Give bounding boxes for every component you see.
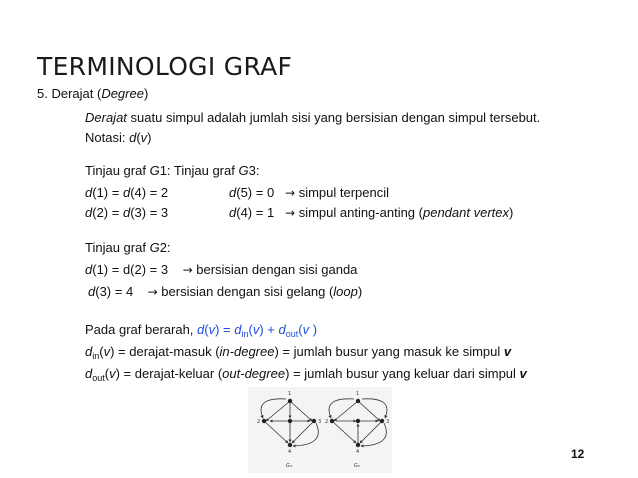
row2-d1: d: [85, 205, 93, 220]
graph-g4-nodes: [262, 399, 316, 447]
f-din: d: [234, 322, 242, 337]
g2-num: 2:: [159, 240, 171, 255]
row2r-eq: (4) = 1: [236, 205, 275, 220]
node: [312, 419, 316, 423]
node: [356, 399, 360, 403]
g2r1-d: d: [85, 262, 93, 277]
notation-d: d: [129, 130, 137, 145]
notation-line: [85, 130, 152, 146]
g1-num: 1: Tinjau graf: [159, 163, 239, 178]
in-mid: ) = derajat-masuk (: [110, 344, 220, 359]
arrow-icon: →: [285, 206, 296, 220]
g2r2-em: loop: [333, 284, 358, 299]
row1r-eq: (5) = 0: [236, 185, 275, 200]
in-em: in-degree: [219, 344, 275, 359]
g2-header-text: Tinjau graf: [85, 240, 150, 255]
row1-d2: d: [122, 185, 131, 200]
f-out: out: [285, 329, 299, 339]
out-v2: v: [519, 366, 527, 381]
g3-row2-right: [229, 205, 513, 221]
in-rest: ) = jumlah busur yang masuk ke simpul: [274, 344, 504, 359]
edge: [361, 423, 386, 446]
g4-caption: G₄: [286, 463, 292, 469]
g1-label: G: [149, 163, 160, 178]
notation-v: v: [140, 130, 148, 145]
g5-caption: G₅: [354, 463, 360, 469]
arrow-icon: →: [147, 285, 158, 299]
node: [380, 419, 384, 423]
g3-label: G: [238, 163, 249, 178]
edge: [290, 401, 312, 421]
section-suffix: ): [143, 86, 149, 101]
directed-formula-line: [85, 322, 317, 338]
row1r-desc: simpul terpencil: [295, 185, 390, 200]
g1-row2-left: [85, 205, 168, 221]
out-open: (: [104, 366, 110, 381]
row1-d1: d: [85, 185, 93, 200]
definition-line: [85, 110, 540, 126]
g2-header: [85, 240, 171, 256]
g4-node-label: 1: [288, 391, 292, 397]
row2-mid: (2) =: [92, 205, 123, 220]
definition-text: suatu simpul adalah jumlah sisi yang bersisian dengan simpul tersebut.: [126, 110, 541, 125]
edge: [292, 421, 314, 443]
g1g3-header-text: Tinjau graf: [85, 163, 150, 178]
out-v: v: [109, 366, 116, 381]
node: [330, 419, 334, 423]
g2r2-close: ): [357, 284, 363, 299]
f-mid: ) =: [215, 322, 235, 337]
g3-row1-right: [229, 185, 389, 201]
directed-graphs-svg: [248, 387, 392, 473]
node: [356, 443, 360, 447]
out-sub: out: [92, 373, 105, 383]
g1-row1-left: [85, 185, 168, 201]
f-dout: d: [278, 322, 286, 337]
g5-node-label: 3: [386, 419, 390, 425]
node: [288, 443, 292, 447]
g5-node-label: 4: [356, 449, 360, 455]
g2-row2: [88, 284, 362, 300]
in-degree-line: [85, 344, 511, 360]
g4-node-label: 4: [288, 449, 292, 455]
f-p2: ) +: [259, 322, 279, 337]
degree-formula: [197, 322, 317, 337]
f-open: (: [204, 322, 209, 337]
g2-label: G: [149, 240, 160, 255]
directed-intro: Pada graf berarah,: [85, 322, 198, 337]
g2-row1: [85, 262, 357, 278]
out-mid: ) = derajat-keluar (: [115, 366, 223, 381]
out-degree-line: [85, 366, 527, 382]
g2r2-desc: bersisian dengan sisi gelang (: [157, 284, 334, 299]
g2r1-desc: bersisian dengan sisi ganda: [192, 262, 358, 277]
section-prefix: 5. Derajat (: [37, 86, 102, 101]
section-heading: [37, 86, 148, 102]
row1-end: (4) = 2: [130, 185, 169, 200]
edge: [293, 423, 318, 446]
slide-title: TERMINOLOGI GRAF: [37, 52, 293, 81]
row1-mid: (1) =: [92, 185, 123, 200]
in-sub: in: [92, 351, 100, 361]
g2r2-d: d: [88, 284, 96, 299]
in-d: d: [85, 344, 93, 359]
directed-graphs-figure: [248, 387, 392, 473]
row2-end: (3) = 3: [130, 205, 169, 220]
node: [288, 399, 292, 403]
g2r1-eq: (1) = d(2) = 3: [92, 262, 169, 277]
out-d: d: [85, 366, 93, 381]
graph-g5-nodes: [330, 399, 384, 447]
row2-d2: d: [122, 205, 131, 220]
node: [288, 419, 292, 423]
row2r-d: d: [229, 205, 237, 220]
page-number: 12: [571, 447, 585, 461]
f-p1: (: [248, 322, 253, 337]
f-p4: ): [309, 322, 318, 337]
edge: [332, 421, 356, 443]
out-rest: ) = jumlah busur yang keluar dari simpul: [285, 366, 520, 381]
f-v3: v: [302, 322, 310, 337]
f-p3: (: [298, 322, 303, 337]
notation-open: (: [136, 130, 141, 145]
in-v: v: [103, 344, 111, 359]
notation-prefix: Notasi:: [85, 130, 130, 145]
g5-node-label: 1: [356, 391, 360, 397]
edge: [358, 401, 380, 421]
row2r-close: ): [509, 205, 514, 220]
g5-node-label: 2: [325, 419, 329, 425]
in-v2: v: [503, 344, 512, 359]
g4-node-label: 3: [318, 419, 322, 425]
section-term: Degree: [101, 86, 144, 101]
row2r-em: pendant vertex: [422, 205, 509, 220]
f-d: d: [197, 322, 205, 337]
arrow-icon: →: [182, 263, 193, 277]
row1r-d: d: [229, 185, 237, 200]
g3-num: 3:: [248, 163, 260, 178]
node: [262, 419, 266, 423]
edge: [266, 401, 290, 421]
f-in: in: [241, 329, 249, 339]
edge: [360, 421, 382, 443]
edge: [334, 401, 358, 421]
node: [356, 419, 360, 423]
in-open: (: [99, 344, 104, 359]
g2r2-eq: (3) = 4: [95, 284, 134, 299]
g1-g3-header: [85, 163, 259, 179]
out-em: out-degree: [222, 366, 286, 381]
row2r-desc: simpul anting-anting (: [295, 205, 423, 220]
definition-term: Derajat: [85, 110, 127, 125]
g4-node-label: 2: [257, 419, 261, 425]
arrow-icon: →: [285, 186, 296, 200]
edge: [264, 421, 288, 443]
f-v: v: [208, 322, 216, 337]
notation-close: ): [147, 130, 152, 145]
f-v2: v: [252, 322, 260, 337]
